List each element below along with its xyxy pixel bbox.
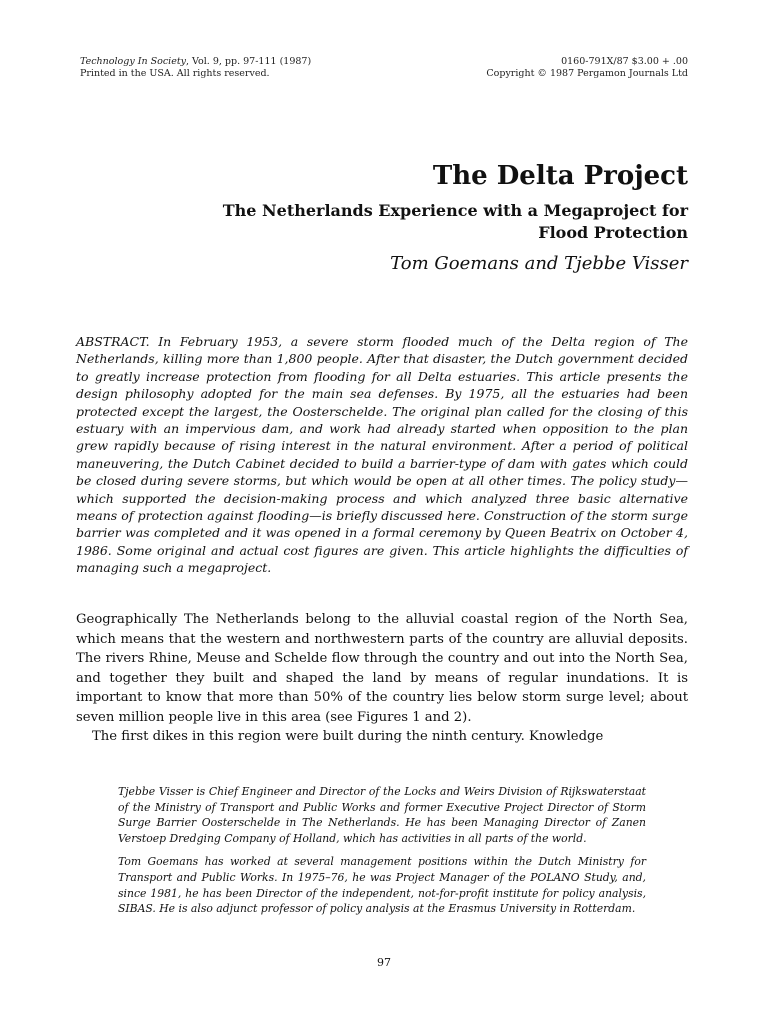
body-paragraph-2: The first dikes in this region were built during the ninth century. Knowledge	[92, 729, 604, 744]
page-number: 97	[377, 956, 391, 969]
citation: , Vol. 9, pp. 97-111 (1987)	[186, 56, 312, 67]
author-notes	[118, 784, 646, 925]
copyright: Copyright © 1987 Pergamon Journals Ltd	[486, 68, 688, 79]
header-left	[80, 56, 311, 80]
abstract: ABSTRACT. In February 1953, a severe storm flooded much of the Delta region of The Netherlands, killing more than 1,800 people. After that disaster, the Dutch government decided to greatly increase protection from flooding for all Delta estuaries. This article presents the design philosophy adopted for the main sea defenses. By 1975, all the estuaries had been protected except the largest, the Oosterschelde. The original plan called for the closing of this estuary with an impervious dam, and work had already started when opposition to the plan grew rapidly because of rising interest in the natural environment. After a period of political maneuvering, the Dutch Cabinet decided to build a barrier-type of dam with gates which could be closed during severe storms, but which would be open at all other times. The policy study—which supported the decision-making process and which analyzed three basic alternative means of protection against flooding—is briefly discussed here. Construction of the storm surge barrier was completed and it was opened in a formal ceremony by Queen Beatrix on October 4, 1986. Some original and actual cost figures are given. This article highlights the difficulties of managing such a megaproject.	[76, 334, 688, 576]
citation-line	[80, 56, 311, 68]
article-authors: Tom Goemans and Tjebbe Visser	[390, 253, 688, 274]
header-right	[486, 56, 688, 80]
article-title: The Delta Project	[432, 161, 688, 191]
article-subtitle: The Netherlands Experience with a Megaproject for Flood Protection	[222, 201, 688, 242]
issn-price: 0160-791X/87 $3.00 + .00	[561, 56, 688, 67]
body-text	[76, 610, 688, 747]
author-note-goemans: Tom Goemans has worked at several management positions within the Dutch Ministry for Transport and Public Works. In 1975–76, he was Project Manager of the POLANO Study, and, since 1981, he has been Director of the independent, not-for-profit institute for policy analysis, SIBAS. He is also adjunct professor of policy analysis at the Erasmus University in Rotterdam.	[118, 855, 646, 916]
printed-line: Printed in the USA. All rights reserved.	[80, 68, 270, 79]
author-note-visser: Tjebbe Visser is Chief Engineer and Director of the Locks and Weirs Division of Rijkswaterstaat of the Ministry of Transport and Public Works and former Executive Project Director of Storm Surge Barrier Oosterschelde in The Netherlands. He has been Managing Director of Zanen Verstoep Dredging Company of Holland, which has activities in all parts of the world.	[118, 785, 646, 845]
body-paragraph-1: Geographically The Netherlands belong to the alluvial coastal region of the North Sea, which means that the western and northwestern parts of the country are alluvial deposits. The rivers Rhine, Meuse and Schelde flow through the country and out into the North Sea, and together they built and shaped the land by means of regular inundations. It is important to know that more than 50% of the country lies below storm surge level; about seven million people live in this area (see Figures 1 and 2).	[76, 612, 688, 725]
journal-name: Technology In Society	[80, 56, 187, 67]
